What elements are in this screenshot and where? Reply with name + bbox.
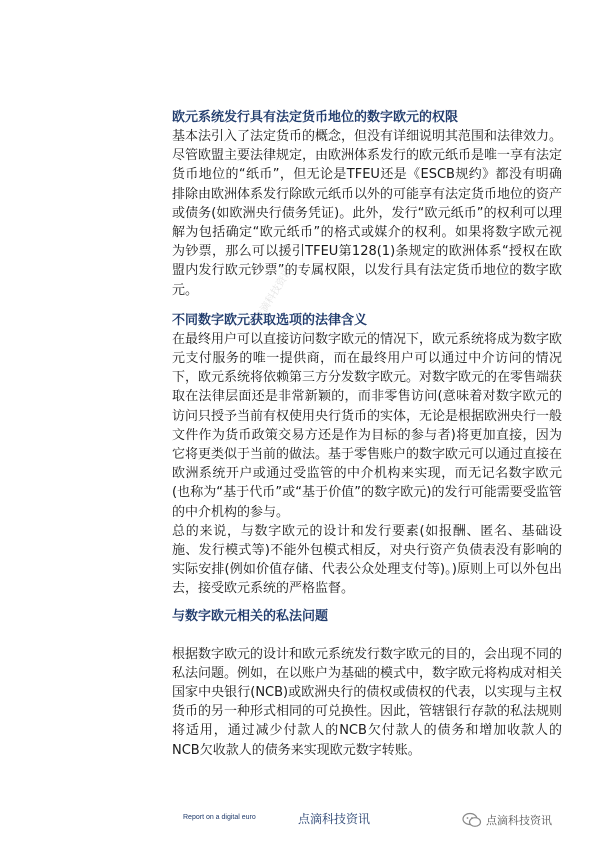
section-heading-access-options: 不同数字欧元获取选项的法律含义 [172, 312, 368, 328]
paragraph: 基本法引入了法定货币的概念，但没有详细说明其范围和法律效力。尽管欧盟主要法律规定，由欧洲体系发行的欧元纸币是唯一享有法定货币地位的“纸币”，但无论是TFEU还是《ESCB规约》都没有明确排除由欧洲体系发行除欧元纸币以外的可能享有法定货币地位的资产或债务(如欧洲央行债务凭证)。此外，发行“欧元纸币”的权利可以理解为包括确定“欧元纸币”的格式或媒介的权利。如果将数字欧元视为钞票，那么可以援引TFEU第128(1)条规定的欧洲体系“授权在欧盟内发行欧元钞票”的专属权限，以发行具有法定货币地位的数字欧元。 [172, 129, 563, 298]
watermark: 点滴科技资讯 [253, 266, 295, 323]
paragraph: 根据数字欧元的设计和欧元系统发行数字欧元的目的，会出现不同的私法问题。例如，在以账户为基础的模式中，数字欧元将构成对相关国家中央银行(NCB)或欧洲央行的债权或债权的代表，以实现与主权货币的另一种形式相同的可兑换性。因此，管辖银行存款的私法规则将适用，通过减少付款人的NCB欠付款人的债务和增加收款人的NCB欠收款人的债务来实现欧元数字转账。 [172, 646, 563, 758]
footer-source: 点滴科技资讯 [298, 812, 371, 826]
section-heading-legal-tender: 欧元系统发行具有法定货币地位的数字欧元的权限 [172, 110, 459, 125]
wechat-icon [462, 812, 482, 828]
document-body [172, 108, 562, 760]
paragraph: 在最终用户可以直接访问数字欧元的情况下，欧元系统将成为数字欧元支付服务的唯一提供商，而在最终用户可以通过中介访问的情况下，欧元系统将依赖第三方分发数字欧元。对数字欧元的在零售端获取在法律层面还是非常新颖的，而非零售访问(意味着对数字欧元的访问只授予当前有权使用央行货币的实体，无论是根据欧洲央行一般文件作为货币政策交易方还是作为目标的参与者)将更加直接，因为它将更类似于当前的做法。基于零售账户的数字欧元可以通过直接在欧洲系统开户或通过受监管的中介机构来实现，而无记名数字欧元(也称为“基于代币”或“基于价值”的数字欧元)的发行可能需要受监管的中介机构的参与。 [172, 331, 563, 520]
section-heading-private-law: 与数字欧元相关的私法问题 [172, 608, 329, 624]
footer-report-title: Report on a digital euro [183, 814, 256, 821]
wechat-account-name: 点滴科技资讯 [486, 814, 552, 827]
paragraph: 总的来说，与数字欧元的设计和发行要素(如报酬、匿名、基础设施、发行模式等)不能外包模式相反，对央行资产负债表没有影响的实际安排(例如价值存储、代表公众处理支付等)。)原则上可以外包出去，接受欧元系统的严格监督。 [172, 523, 562, 597]
footer-wechat-account [462, 812, 552, 828]
